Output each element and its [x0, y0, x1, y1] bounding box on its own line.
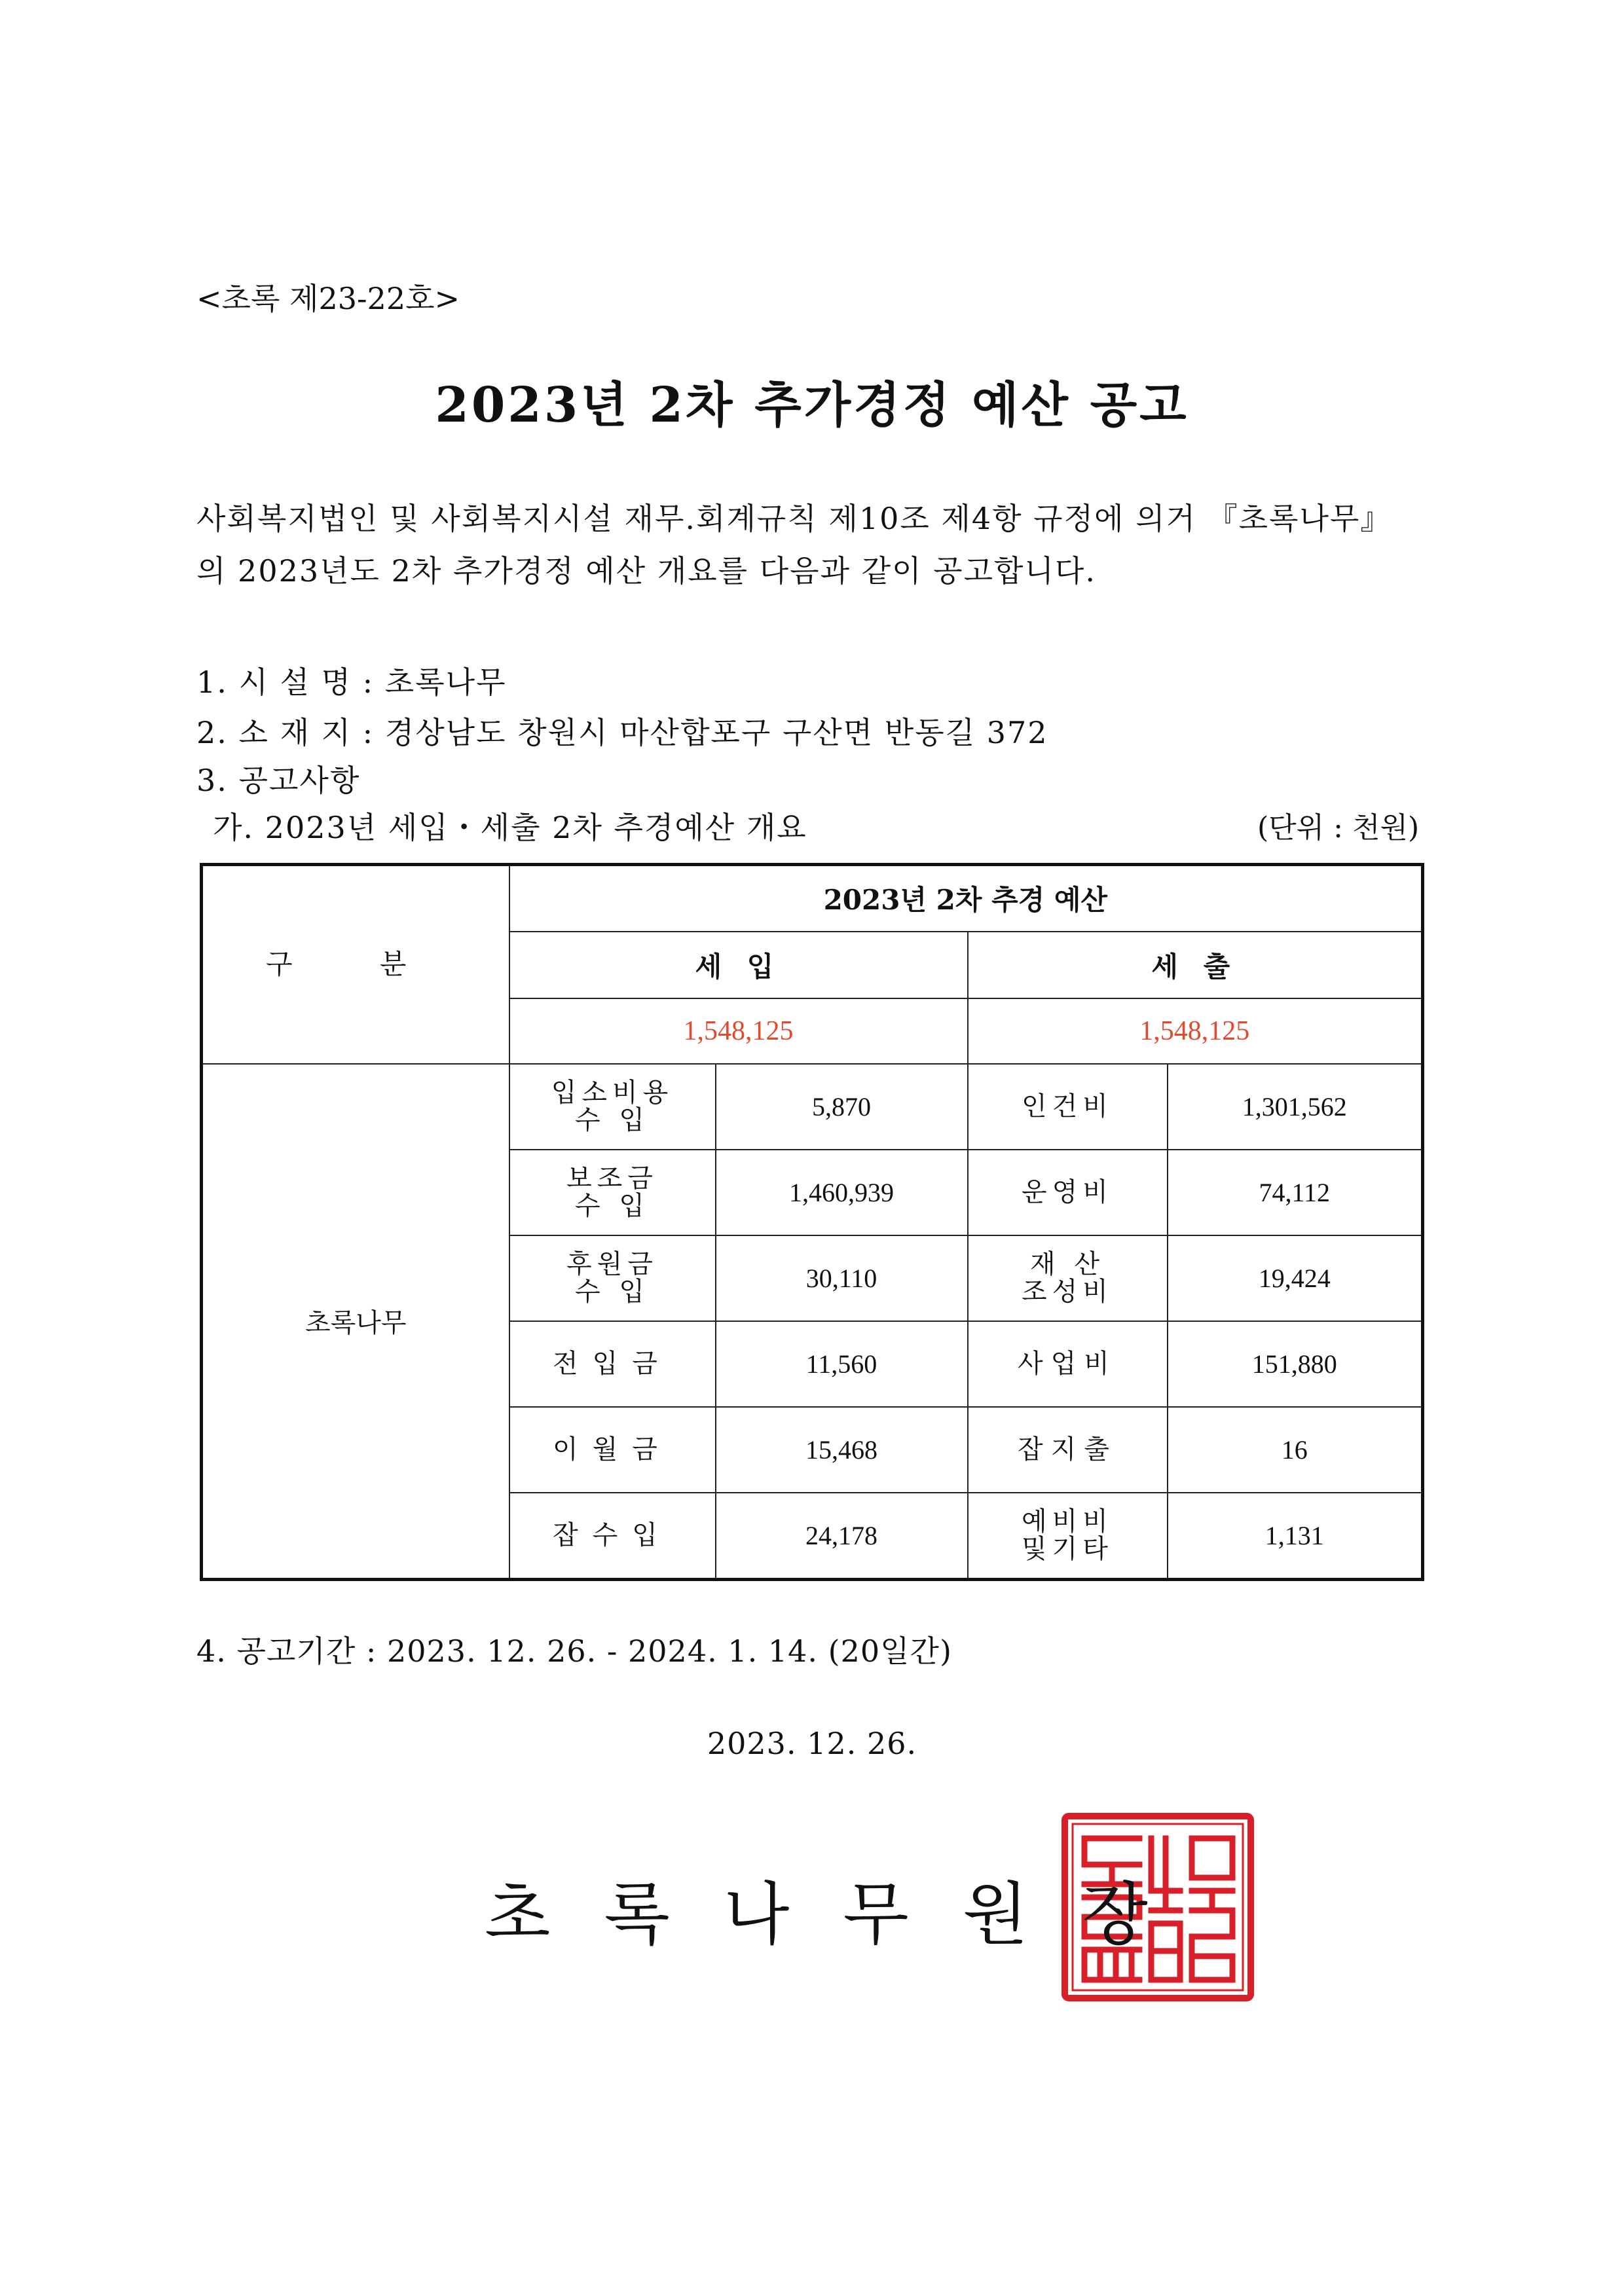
revenue-value: 1,460,939	[716, 1150, 968, 1235]
revenue-label: 잡수입	[509, 1493, 716, 1580]
notice-date: 2023. 12. 26.	[707, 1726, 917, 1761]
budget-summary-subitem: 가. 2023년 세입・세출 2차 추경예산 개요	[213, 810, 807, 845]
expense-label: 잡지출	[968, 1407, 1168, 1493]
expense-label: 예비비 및기타	[968, 1493, 1168, 1580]
revenue-label: 전입금	[509, 1321, 716, 1407]
revenue-value: 30,110	[716, 1235, 968, 1321]
expense-value: 74,112	[1168, 1150, 1423, 1235]
revenue-total: 1,548,125	[509, 998, 968, 1064]
expense-value: 16	[1168, 1407, 1423, 1493]
revenue-value: 5,870	[716, 1064, 968, 1150]
location-item: 2. 소 재 지 : 경상남도 창원시 마산합포구 구산면 반동길 372	[196, 715, 1048, 750]
facility-name-item: 1. 시 설 명 : 초록나무	[196, 665, 507, 700]
expense-value: 1,301,562	[1168, 1064, 1423, 1150]
notice-period: 4. 공고기간 : 2023. 12. 26. - 2024. 1. 14. (20일간)	[196, 1633, 952, 1669]
expense-value: 151,880	[1168, 1321, 1423, 1407]
signature-line: 초록나무원장	[485, 1874, 1202, 1954]
facility-name-cell: 초록나무	[202, 1064, 509, 1580]
revenue-label: 입소비용 수 입	[509, 1064, 716, 1150]
notice-item: 3. 공고사항	[196, 763, 361, 798]
expense-total: 1,548,125	[968, 998, 1423, 1064]
intro-line-1: 사회복지법인 및 사회복지시설 재무.회계규칙 제10조 제4항 규정에 의거 『초록나무』	[196, 501, 1392, 536]
division-header: 구 분	[202, 865, 509, 1064]
expense-label: 인건비	[968, 1064, 1168, 1150]
revenue-value: 15,468	[716, 1407, 968, 1493]
revenue-label: 후원금 수 입	[509, 1235, 716, 1321]
budget-header: 2023년 2차 추경 예산	[509, 865, 1423, 932]
page-title: 2023년 2차 추가경정 예산 공고	[435, 377, 1189, 433]
revenue-label: 이월금	[509, 1407, 716, 1493]
revenue-value: 11,560	[716, 1321, 968, 1407]
revenue-header: 세 입	[509, 932, 968, 998]
document-number: <초록 제23-22호>	[196, 281, 460, 316]
expense-label: 재 산 조성비	[968, 1235, 1168, 1321]
expense-value: 19,424	[1168, 1235, 1423, 1321]
budget-table	[200, 863, 1424, 1581]
expense-value: 1,131	[1168, 1493, 1423, 1580]
intro-line-2: 의 2023년도 2차 추가경정 예산 개요를 다음과 같이 공고합니다.	[196, 553, 1096, 589]
expense-header: 세 출	[968, 932, 1423, 998]
revenue-value: 24,178	[716, 1493, 968, 1580]
unit-note: (단위 : 천원)	[1257, 811, 1420, 845]
revenue-label: 보조금 수 입	[509, 1150, 716, 1235]
expense-label: 운영비	[968, 1150, 1168, 1235]
intro-paragraph	[196, 492, 1441, 597]
expense-label: 사업비	[968, 1321, 1168, 1407]
